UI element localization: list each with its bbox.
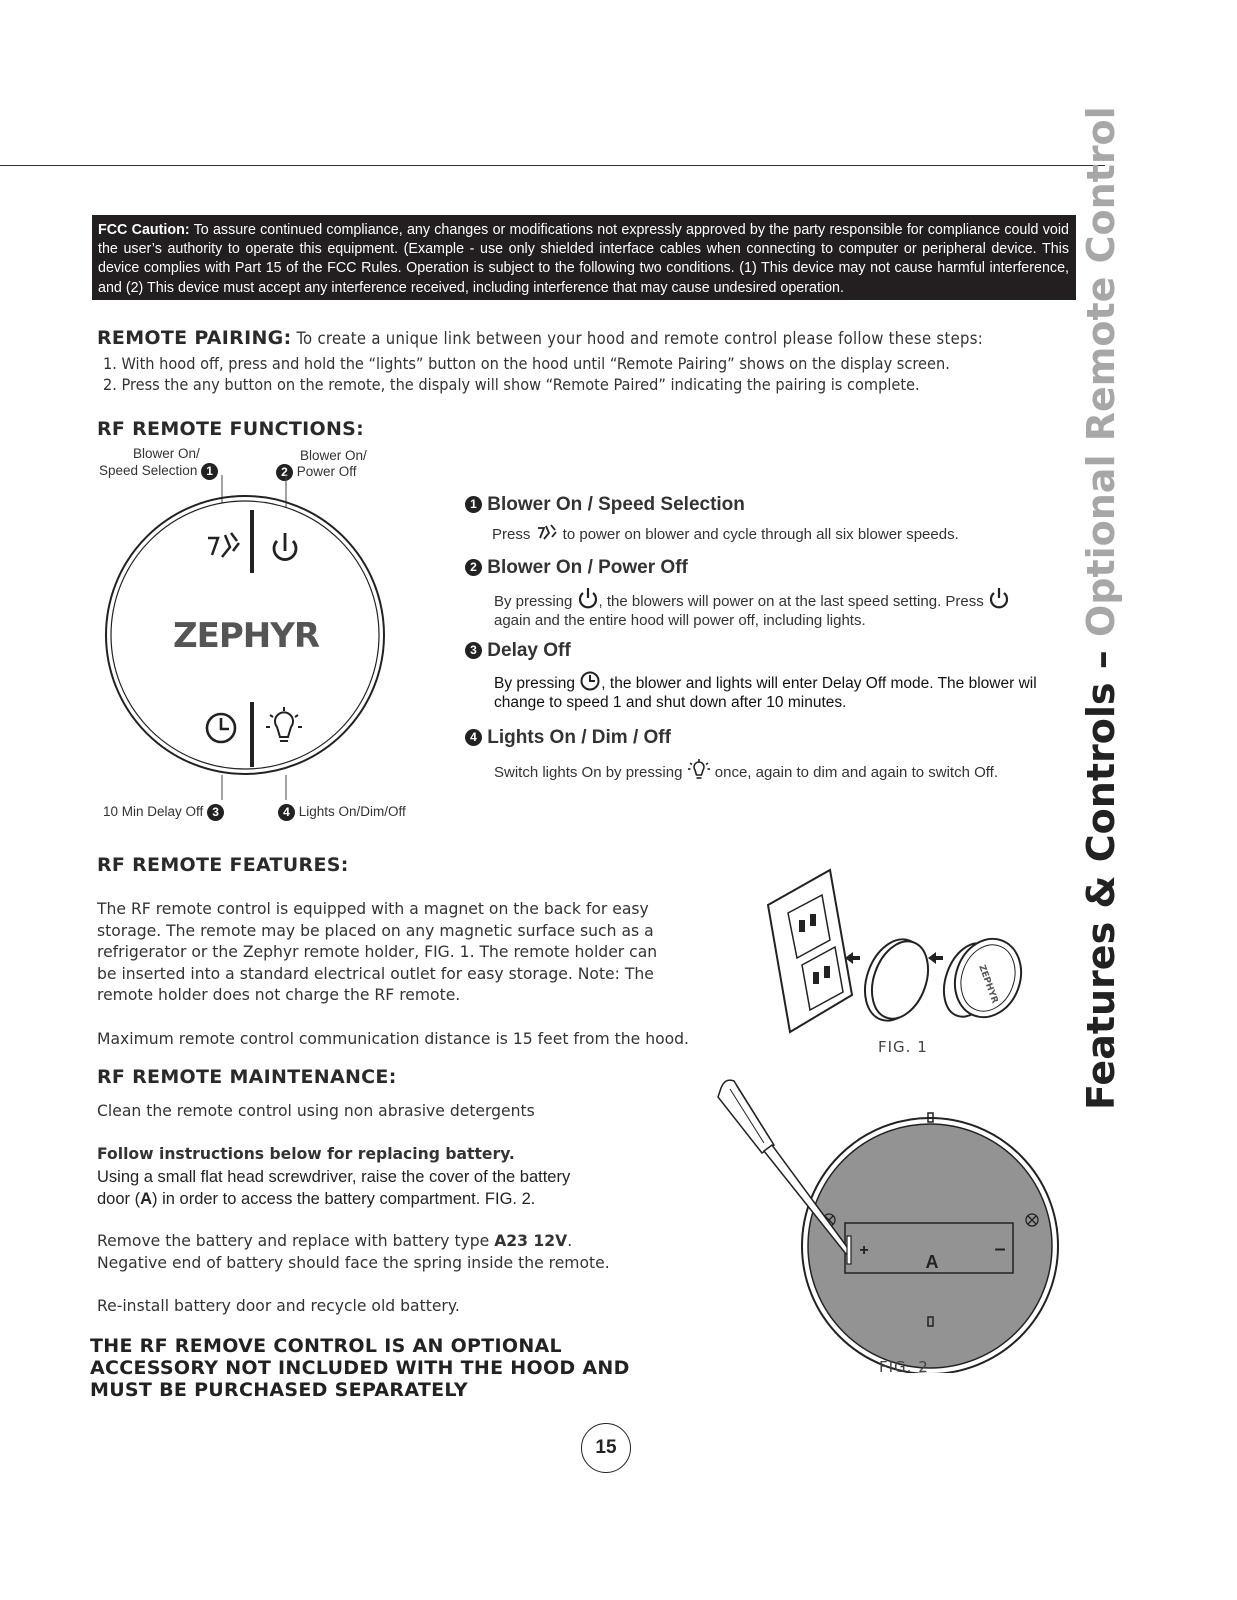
- function-2: [465, 557, 1010, 630]
- remote-side-brand: ZEPHYR: [976, 963, 1000, 1005]
- function-3-line2: change to speed 1 and shut down after 10 minutes.: [494, 694, 847, 711]
- function-4-post: once, again to dim and again to switch Off.: [710, 764, 998, 781]
- page-number: 15: [581, 1423, 631, 1473]
- sidebar-title-dark: Features & Controls –: [1079, 637, 1123, 1110]
- sidebar-section-title: [1079, 106, 1123, 1110]
- label-4: [278, 803, 406, 821]
- battery-type: A23 12V: [494, 1232, 568, 1250]
- replace-line-2: Negative end of battery should face the spring inside the remote.: [97, 1254, 610, 1272]
- optional-accessory-warning: [90, 1335, 650, 1401]
- fig2-caption: FIG. 2: [879, 1358, 929, 1376]
- arrow-left-icon: [845, 952, 860, 964]
- callout-2-badge: 2: [276, 464, 293, 481]
- battery-line-2a: door (: [97, 1190, 141, 1208]
- function-1: [465, 494, 959, 544]
- function-3-pre: By pressing: [494, 675, 580, 692]
- battery-line-2c: ) in order to access the battery compartment. FIG. 2.: [152, 1190, 536, 1208]
- function-4-pre: Switch lights On by pressing: [494, 764, 687, 781]
- label-1a: Blower On/: [133, 446, 200, 461]
- features-line-1: The RF remote control is equipped with a magnet on the back for easy: [97, 900, 649, 918]
- function-1-pre: Press: [492, 526, 535, 543]
- function-3-title: Delay Off: [487, 640, 571, 661]
- label-1b-text: Speed Selection: [99, 463, 198, 478]
- function-4-badge: 4: [465, 729, 482, 746]
- remote-diagram: [100, 475, 400, 805]
- label-2b-text: Power Off: [296, 464, 357, 479]
- power-inline-icon-2: [988, 587, 1010, 609]
- function-1-badge: 1: [465, 496, 482, 513]
- header-rule: [0, 165, 1105, 166]
- replace-a: Remove the battery and replace with battery type: [97, 1232, 495, 1250]
- fan-speed-inline-icon: [535, 524, 559, 542]
- features-line-4: be inserted into a standard electrical outlet for easy storage. Note: The: [97, 964, 654, 983]
- function-1-post: to power on blower and cycle through all six blower speeds.: [558, 526, 959, 543]
- features-paragraph: [97, 899, 697, 1007]
- features-line-3: refrigerator or the Zephyr remote holder, FIG. 1. The remote holder can: [97, 943, 658, 961]
- zephyr-logo: ZEPHYR: [172, 616, 320, 656]
- function-4-title: Lights On / Dim / Off: [487, 727, 671, 748]
- label-2a: Blower On/: [300, 448, 367, 463]
- power-inline-icon: [577, 587, 599, 609]
- battery-plus-label: +: [859, 1242, 869, 1259]
- pairing-step-2: 2. Press the any button on the remote, the dispaly will show “Remote Paired” indicating the pairing is complete.: [103, 375, 920, 394]
- remote-pairing-title: REMOTE PAIRING:: [97, 327, 292, 349]
- delay-timer-inline-icon: [579, 670, 601, 692]
- function-2-mid: , the blowers will power on at the last speed setting. Press: [598, 593, 988, 610]
- callout-1-badge: 1: [201, 463, 218, 480]
- maintenance-clean: Clean the remote control using non abrasive detergents: [97, 1102, 535, 1120]
- warning-line-2: ACCESSORY NOT INCLUDED WITH THE HOOD AND: [90, 1357, 630, 1379]
- light-bulb-inline-icon: [687, 759, 711, 781]
- function-2-badge: 2: [465, 559, 482, 576]
- battery-door-label: A: [140, 1190, 153, 1208]
- sidebar-title-light: Optional Remote Control: [1079, 106, 1123, 638]
- function-3-badge: 3: [465, 642, 482, 659]
- function-2-title: Blower On / Power Off: [487, 557, 688, 578]
- function-2-pre: By pressing: [494, 593, 577, 610]
- function-3-post: , the blower and lights will enter Delay Off mode. The blower wil: [601, 675, 1037, 692]
- features-distance: Maximum remote control communication distance is 15 feet from the hood.: [97, 1030, 690, 1048]
- fig2-illustration: [712, 1073, 1064, 1373]
- arrow-left-icon-2: [928, 952, 943, 964]
- battery-heading: Follow instructions below for replacing battery.: [97, 1145, 515, 1163]
- fig1-caption: FIG. 1: [878, 1038, 928, 1056]
- function-3: [465, 640, 1037, 712]
- remote-pairing-intro: To create a unique link between your hood and remote control please follow these steps:: [291, 329, 984, 348]
- replace-line-1: [97, 1231, 572, 1253]
- fig1-illustration: [760, 855, 1040, 1040]
- fcc-label: FCC Caution:: [98, 222, 190, 238]
- remote-holder: [854, 931, 938, 1029]
- function-1-title: Blower On / Speed Selection: [487, 494, 745, 515]
- features-line-2: storage. The remote may be placed on any magnetic surface such as a: [97, 921, 654, 940]
- warning-line-3: MUST BE PURCHASED SEPARATELY: [90, 1379, 468, 1401]
- callout-3-badge: 3: [207, 804, 224, 821]
- label-3-text: 10 Min Delay Off: [103, 804, 204, 819]
- rf-maintenance-heading: RF REMOTE MAINTENANCE:: [97, 1066, 397, 1088]
- function-2-post: again and the entire hood will power off, including lights.: [494, 612, 866, 629]
- replace-c: .: [567, 1232, 573, 1250]
- fcc-text: To assure continued compliance, any changes or modifications not expressly approved by the party responsible for compliance could void the user’s authority to operate this equipment. (Example - use only shielded interface cables when connecting to computer or peripheral device. This device complies with Part 15 of the FCC Rules. Operation is subject to the following two conditions. (1) This device may not cause harmful interference, and (2) This device must accept any interference received, including interference that may cause undesired operation.: [98, 222, 1069, 296]
- battery-line-2: [97, 1188, 535, 1210]
- remote-pairing-heading: [97, 327, 983, 349]
- callout-4-badge: 4: [278, 804, 295, 821]
- label-4-text: Lights On/Dim/Off: [298, 804, 406, 819]
- rf-features-heading: RF REMOTE FEATURES:: [97, 854, 349, 876]
- warning-line-1: THE RF REMOVE CONTROL IS AN OPTIONAL: [90, 1335, 562, 1357]
- function-4: [465, 727, 998, 782]
- reinstall-line: Re-install battery door and recycle old battery.: [97, 1297, 460, 1315]
- fcc-caution-box: [92, 215, 1076, 300]
- rf-functions-heading: RF REMOTE FUNCTIONS:: [97, 418, 365, 440]
- battery-minus-label: –: [994, 1238, 1006, 1260]
- pairing-step-1: 1. With hood off, press and hold the “lights” button on the hood until “Remote Pairing” shows on the display screen.: [103, 354, 950, 373]
- label-3: [103, 803, 224, 821]
- battery-line-1: Using a small flat head screwdriver, raise the cover of the battery: [97, 1168, 571, 1186]
- wall-outlet: [768, 870, 852, 1032]
- features-line-5: remote holder does not charge the RF remote.: [97, 986, 461, 1004]
- battery-door-letter: A: [925, 1252, 939, 1272]
